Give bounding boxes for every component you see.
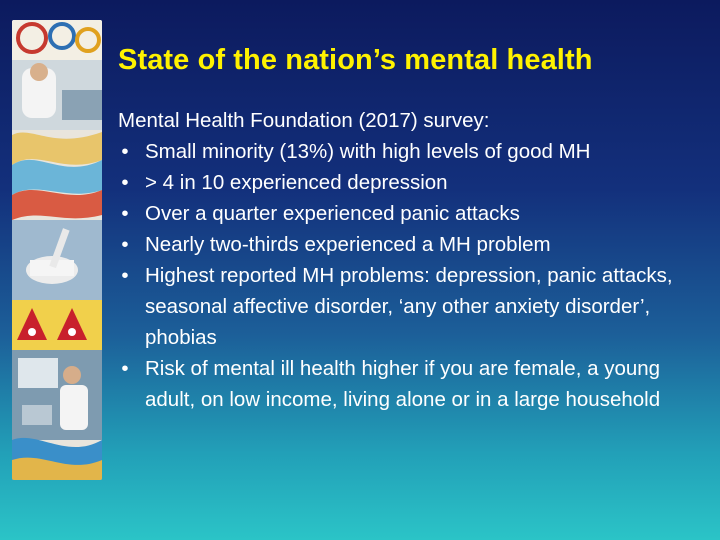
bullet-text: Risk of mental ill health higher if you are female, a young adult, on low income, living alone or in a large household bbox=[145, 357, 661, 411]
bullet-item bbox=[118, 353, 708, 415]
bullet-text: Over a quarter experienced panic attacks bbox=[145, 202, 520, 225]
decorative-photo-collage bbox=[12, 20, 102, 480]
survey-intro: Mental Health Foundation (2017) survey: bbox=[118, 109, 490, 132]
bullet-text: Nearly two-thirds experienced a MH problem bbox=[145, 233, 551, 256]
bullet-item bbox=[118, 198, 708, 229]
bullet-item bbox=[118, 260, 708, 353]
bullet-dot-icon: • bbox=[121, 233, 129, 256]
bullet-dot-icon: • bbox=[121, 171, 129, 194]
bullet-item bbox=[118, 136, 708, 167]
slide-body bbox=[118, 105, 708, 415]
bullet-text: > 4 in 10 experienced depression bbox=[145, 171, 448, 194]
bullet-dot-icon: • bbox=[121, 140, 129, 163]
bullet-dot-icon: • bbox=[121, 202, 129, 225]
bullet-item bbox=[118, 167, 708, 198]
collage-artwork bbox=[12, 20, 102, 480]
bullet-item bbox=[118, 229, 708, 260]
bullet-dot-icon: • bbox=[121, 357, 129, 380]
slide-title: State of the nation’s mental health bbox=[118, 44, 593, 76]
bullet-list bbox=[118, 136, 708, 415]
bullet-dot-icon: • bbox=[121, 264, 129, 287]
bullet-text: Highest reported MH problems: depression, panic attacks, seasonal affective disorder, ‘any other anxiety disorder’, phobias bbox=[145, 264, 673, 349]
bullet-text: Small minority (13%) with high levels of good MH bbox=[145, 140, 591, 163]
